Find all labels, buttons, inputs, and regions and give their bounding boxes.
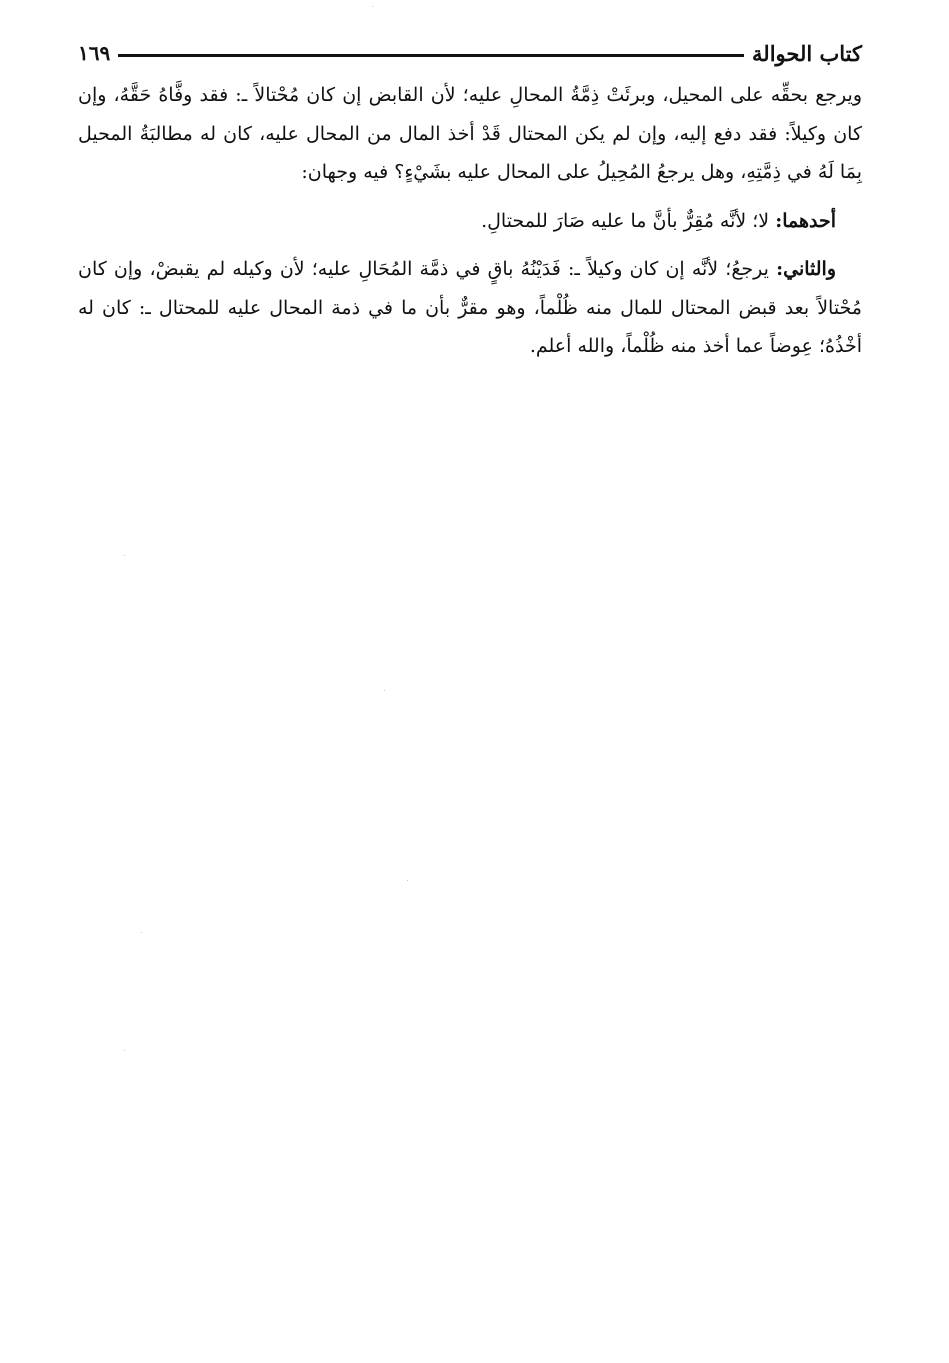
paragraph-lead: والثاني: [776, 258, 836, 280]
page-number: ١٦٩ [78, 41, 111, 65]
scan-speck [124, 555, 125, 556]
paragraph [78, 76, 862, 192]
header-rule [118, 54, 744, 57]
page-body [78, 76, 862, 366]
paragraph [78, 250, 862, 366]
paragraph-lead: أحدهما: [775, 209, 836, 232]
scan-speck [407, 880, 408, 881]
page-header [78, 36, 862, 70]
scan-speck [372, 6, 373, 7]
paragraph-text: لا؛ لأنَّه مُقِرٌّ بأنَّ ما عليه صَارَ للمحتالِ. [481, 209, 776, 232]
chapter-title: كتاب الحوالة [752, 40, 862, 66]
scan-speck [124, 1050, 125, 1051]
paragraph-text: يرجعُ؛ لأنَّه إن كان وكيلاً ـ: فَدَيْنُهُ باقٍ في ذمَّة المُحَالِ عليه؛ لأن وكيله لم يقبضْ، وإن كان مُحْتالاً بعد قبض المحتال للمال منه ظُلْماً، وهو مقرٌّ بأن ما في ذمة المحال عليه للمحتال ـ: كان له أخْذُهُ؛ عِوضاً عما أخذ منه ظُلْماً، والله أعلم. [78, 258, 862, 357]
document-page [78, 36, 862, 366]
paragraph [78, 202, 862, 241]
scan-speck [384, 690, 385, 691]
paragraph-text: ويرجع بحقِّه على المحيل، وبرئَتْ ذِمَّةُ المحالِ عليه؛ لأن القابض إن كان مُحْتالاً ـ: فقد وفَّاهُ حَقَّهُ، وإن كان وكيلاً: فقد دفع إليه، وإن لم يكن المحتال قَدْ أخذ المال من المحال عليه، كان له مطالبَةُ المحيل بِمَا لَهُ في ذِمَّتِهِ، وهل يرجعُ المُحِيلُ على المحال عليه بشَيْءٍ؟ فيه وجهان: [78, 84, 862, 183]
scan-speck [141, 932, 142, 933]
